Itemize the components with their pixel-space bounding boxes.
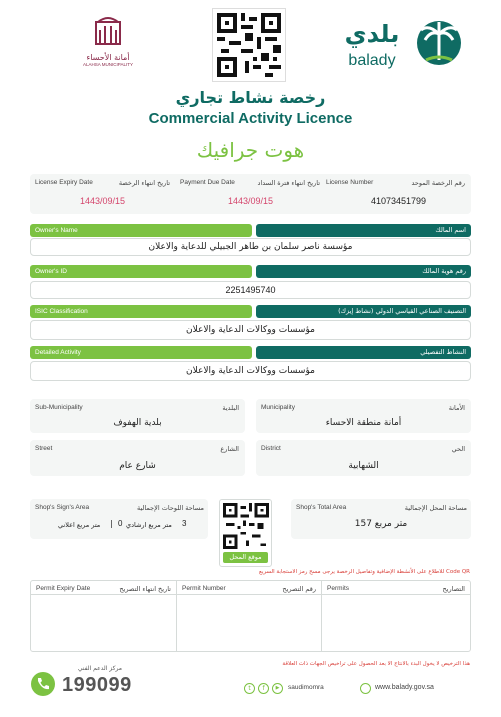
qr-code-icon (217, 13, 281, 77)
municipality-value: أمانة منطقة الاحساء (325, 418, 402, 428)
permit-expiry-header-en: Permit Expiry Date (36, 585, 91, 592)
location-qr-icon (223, 503, 269, 549)
permits-header-en: Permits (327, 585, 350, 592)
owner-id-value: 2251495740 (225, 285, 276, 295)
owner-name-label-en: Owner's Name (30, 224, 252, 237)
signs-area-label-en: Shop's Sign's Area (35, 504, 90, 511)
isic-label-ar: التصنيف الصناعي القياسي الدولي (نشاط إيزك) (256, 305, 471, 318)
district-label-ar: الحي (451, 445, 465, 453)
sub-municipality-label-en: Sub-Municipality (35, 404, 83, 411)
payment-value: 1443/09/15 (227, 196, 274, 206)
owner-name-label-ar: اسم المالك (256, 224, 471, 237)
permits-table-divider (176, 581, 177, 651)
sub-municipality-card (30, 399, 245, 433)
permit-expiry-header-ar: تاريخ انتهاء التصريح (119, 585, 171, 593)
balady-logo (330, 14, 465, 74)
owner-id-box (30, 281, 471, 299)
signs-guide-value: 0 (118, 519, 123, 528)
alahsa-name-en: ALAHSA MUNICIPALITY (83, 62, 133, 67)
isic-label-en: ISIC Classification (30, 305, 252, 318)
trade-name: هوت جرافيك (196, 138, 305, 162)
municipality-label-en: Municipality (261, 404, 295, 411)
alahsa-name-ar: أمانة الأحساء (86, 53, 130, 62)
isic-box (30, 320, 471, 340)
detailed-activity-label-en: Detailed Activity (30, 346, 252, 359)
total-area-label-ar: مساحة المحل الإجمالية (404, 504, 467, 512)
isic-value: مؤسسات ووكالات الدعاية والاعلان (186, 325, 315, 335)
balady-name-ar: بلدي (344, 20, 400, 48)
support-number: 199099 (62, 674, 132, 696)
permits-table-divider (321, 581, 322, 651)
expiry-value: 1443/09/15 (79, 196, 126, 206)
twitter-icon[interactable]: t (244, 683, 255, 694)
phone-icon (30, 671, 56, 697)
license-number-value: 41073451799 (370, 196, 427, 206)
disclaimer: هذا الترخيص لا يخول البدء بالانتاج الا بعد الحصول على تراخيص الجهات ذات العلاقة (282, 661, 470, 667)
location-qr-caption: موقع المحل (223, 552, 268, 563)
social-block[interactable] (244, 683, 344, 695)
owner-name-value: مؤسسة ناصر سلمان بن طاهر الجبيلي للدعاية والاعلان (148, 242, 353, 252)
header-qr-code[interactable] (212, 8, 286, 82)
signs-area-card (30, 499, 208, 539)
license-number-label-en: License Number (326, 179, 374, 186)
facebook-icon[interactable]: f (258, 683, 269, 694)
location-qr-block[interactable] (219, 499, 272, 567)
sub-municipality-label-ar: البلدية (222, 404, 239, 412)
permits-table (30, 580, 471, 652)
signs-area-label-ar: مساحة اللوحات الإجمالية (136, 504, 204, 512)
title-ar: رخصة نشاط تجاري (175, 88, 326, 107)
payment-label-en: Payment Due Date (180, 179, 235, 186)
detailed-activity-box (30, 361, 471, 381)
street-label-en: Street (35, 445, 53, 452)
district-label-en: District (261, 445, 281, 452)
expiry-label-en: License Expiry Date (35, 179, 93, 186)
palm-tree-icon (416, 14, 462, 72)
signs-count: 3 (182, 519, 187, 528)
website-link[interactable]: www.balady.gov.sa (375, 684, 434, 691)
license-number-label-ar: رقم الرخصة الموحد (411, 179, 465, 187)
signs-ad-label: متر مربع اعلاني (58, 521, 101, 529)
detailed-activity-label-ar: النشاط التفصيلي (256, 346, 471, 359)
license-info-card (30, 174, 471, 214)
owner-name-box (30, 238, 471, 256)
signs-separator: | (110, 519, 113, 528)
expiry-label-ar: تاريخ انتهاء الرخصة (118, 179, 170, 187)
street-label-ar: الشارع (220, 445, 239, 453)
social-handle[interactable]: saudimomra (288, 684, 324, 691)
payment-label-ar: تاريخ انتهاء فترة السداد (257, 179, 320, 187)
balady-name-en: balady (348, 52, 396, 69)
district-card (256, 440, 471, 476)
youtube-icon[interactable]: ▶ (272, 683, 283, 694)
permit-number-header-ar: رقم التصريح (282, 585, 316, 593)
permits-header-ar: التصاريح (442, 585, 465, 593)
street-value: شارع عام (119, 461, 156, 471)
alahsa-emblem-icon (91, 16, 125, 50)
permit-number-header-en: Permit Number (182, 585, 226, 592)
qr-note: للاطلاع على الأنشطة الإضافية وتفاصيل الرخصة يرجى مسح رمز الاستجابة السريع Code QR (259, 569, 470, 575)
district-value: الشهابية (348, 461, 379, 471)
detailed-activity-value: مؤسسات ووكالات الدعاية والاعلان (186, 366, 315, 376)
globe-icon (360, 683, 371, 694)
signs-guide-label: متر مربع ارشادي (126, 521, 172, 529)
total-area-value: 157 متر مربع (354, 519, 408, 529)
sub-municipality-value: بلدية الهفوف (113, 418, 162, 428)
municipality-label-ar: الأمانة (448, 404, 465, 412)
alahsa-logo (78, 16, 138, 74)
owner-id-label-ar: رقم هوية المالك (256, 265, 471, 278)
title-en: Commercial Activity Licence (148, 110, 353, 127)
support-label: مركز الدعم الفني (77, 665, 122, 672)
street-card (30, 440, 245, 476)
municipality-card (256, 399, 471, 433)
total-area-card (291, 499, 471, 539)
website-block[interactable] (360, 683, 470, 695)
total-area-label-en: Shop's Total Area (296, 504, 347, 511)
support-block[interactable] (30, 665, 150, 705)
owner-id-label-en: Owner's ID (30, 265, 252, 278)
